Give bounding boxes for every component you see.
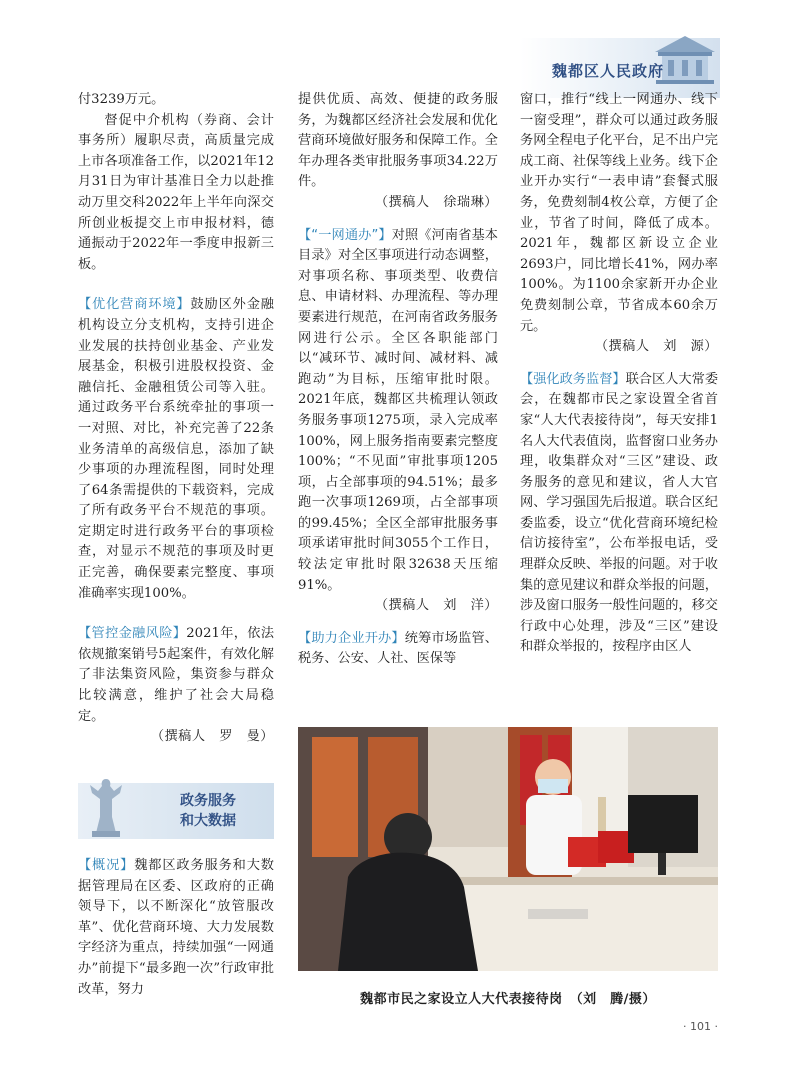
section-body: 魏都区政务服务和大数据管理局在区委、区政府的正确领导下，以不断深化“放管服改革”、优化营商环境、大力发展数字经济为重点，持续加强“一网通办”前提下“最多跑一次”行政审批改革，努力 (78, 858, 274, 997)
photo-caption: 魏都市民之家设立人大代表接待岗 （刘 腾/摄） (360, 992, 656, 1007)
paragraph: 提供优质、高效、便捷的政务服务，为魏都区经济社会发展和优化营商环境做好服务和保障工作。全年办理各类审批服务事项34.22万件。 (298, 92, 498, 190)
photo-illustration (298, 727, 718, 971)
section-heading: 【“一网通办”】 (298, 227, 392, 243)
column-1-lower (78, 856, 274, 1000)
author-byline: （撰稿人 刘 源） (594, 339, 718, 355)
section-body: 对照《河南省基本目录》对全区事项进行动态调整，对事项名称、事项类型、收费信息、申请材料、办理流程、等办理要素进行规范，在河南省政务服务网进行公示。全区各职能部门以“减环节、减时间、减材料、减跑动”为目标，压缩审批时限。2021年底，魏都区共梳理认领政务服务事项1275项，录入完成率100%，网上服务指南要素完整度100%；“不见面”审批事项1205项，占全部事项的94.51%；最多跑一次事项1269项，占全部事项的99.45%；全区全部审批服务事项承诺审批时间3055个工作日，较法定审批时限32638天压缩91%。 (298, 227, 498, 593)
section-heading: 【强化政务监督】 (520, 371, 626, 387)
paragraph: 督促中介机构（券商、会计事务所）履职尽责，高质量完成上市各项准备工作，以2021年12月31日为审计基准日全力以赴推动万里交科2022年上半年向深交所创业板提交上市申报材料，德通振动于2022年一季度申报新三板。 (78, 112, 274, 272)
paragraph: 付3239万元。 (78, 92, 165, 107)
banner-title-line: 政务服务 (180, 793, 236, 809)
section-body: 统筹市场监管、税务、公安、人社、医保等 (298, 630, 498, 667)
section-enterprise-setup (298, 629, 498, 670)
section-heading: 【优化营商环境】 (78, 297, 191, 313)
author-byline: （撰稿人 刘 洋） (374, 598, 498, 614)
statue-icon (82, 773, 130, 839)
section-heading: 【管控金融风险】 (78, 626, 187, 642)
author-byline: （撰稿人 罗 曼） (150, 729, 274, 745)
section-heading: 【助力企业开办】 (298, 630, 405, 646)
section-body: 联合区人大常委会，在魏都市民之家设置全省首家“人大代表接待岗”，每天安排1名人大代表值岗，监督窗口业务办理，收集群众对“三区”建设、政务服务的意见和建议，省人大官网、学习强国先后报道。联合区纪委监委，设立“优化营商环境纪检信访接待室”，公布举报电话，受理群众反映、举报的问题。对于收集的意见建议和群众举报的问题，涉及窗口服务一般性问题的，移交行政中心处理，涉及“三区”建设和群众举报的，按程序由区人 (520, 371, 719, 655)
photo (298, 727, 718, 971)
section-body: 2021年，依法依规撤案销号5起案件，有效化解了非法集资风险，集资参与群众比较满意，维护了社会大局稳定。 (78, 626, 275, 724)
column-1 (78, 90, 274, 748)
section-heading: 【概况】 (78, 858, 135, 873)
section-optimize-business-env (78, 295, 274, 604)
banner-title-line: 和大数据 (180, 813, 236, 829)
section-supervision (520, 370, 718, 658)
section-financial-risk (78, 624, 274, 727)
banner-title (148, 791, 268, 831)
section-banner (78, 783, 274, 839)
section-overview (78, 856, 274, 1000)
column-2 (298, 90, 498, 670)
author-byline: （撰稿人 徐瑞琳） (374, 194, 498, 210)
paragraph: 窗口，推行“线上一网通办、线下一窗受理”，群众可以通过政务服务网全程电子化平台，足不出户完成工商、社保等线上业务。线下企业开办实行“一表申请”套餐式服务，免费刻制4枚公章，方便了企业，节省了时间，降低了成本。2021年，魏都区新设立企业2693户，同比增长41%，网办率100%。为1100余家新开办企业免费刻制公章，节省成本60余万元。 (520, 92, 718, 334)
header-title: 魏都区人民政府 (552, 62, 665, 80)
column-3 (520, 90, 718, 658)
section-body: 鼓励区外金融机构设立分支机构，支持引进企业发展的扶持创业基金、产业发展基金，积极引进股权投资、金融信托、金融租赁公司等入驻。通过政务平台系统牵扯的事项一一对照、对比，补充完善了22条业务清单的高级信息，添加了缺少事项的办理流程图，同时处理了64条需提供的下载资料，完成了所有政务平台不规范的事项。定期定时进行政务平台的事项检查，对显示不规范的事项及时更正完善，确保要素完整度、事项准确率实现100%。 (78, 297, 274, 601)
page-number: · 101 · (683, 1020, 718, 1033)
section-one-network (298, 226, 498, 597)
